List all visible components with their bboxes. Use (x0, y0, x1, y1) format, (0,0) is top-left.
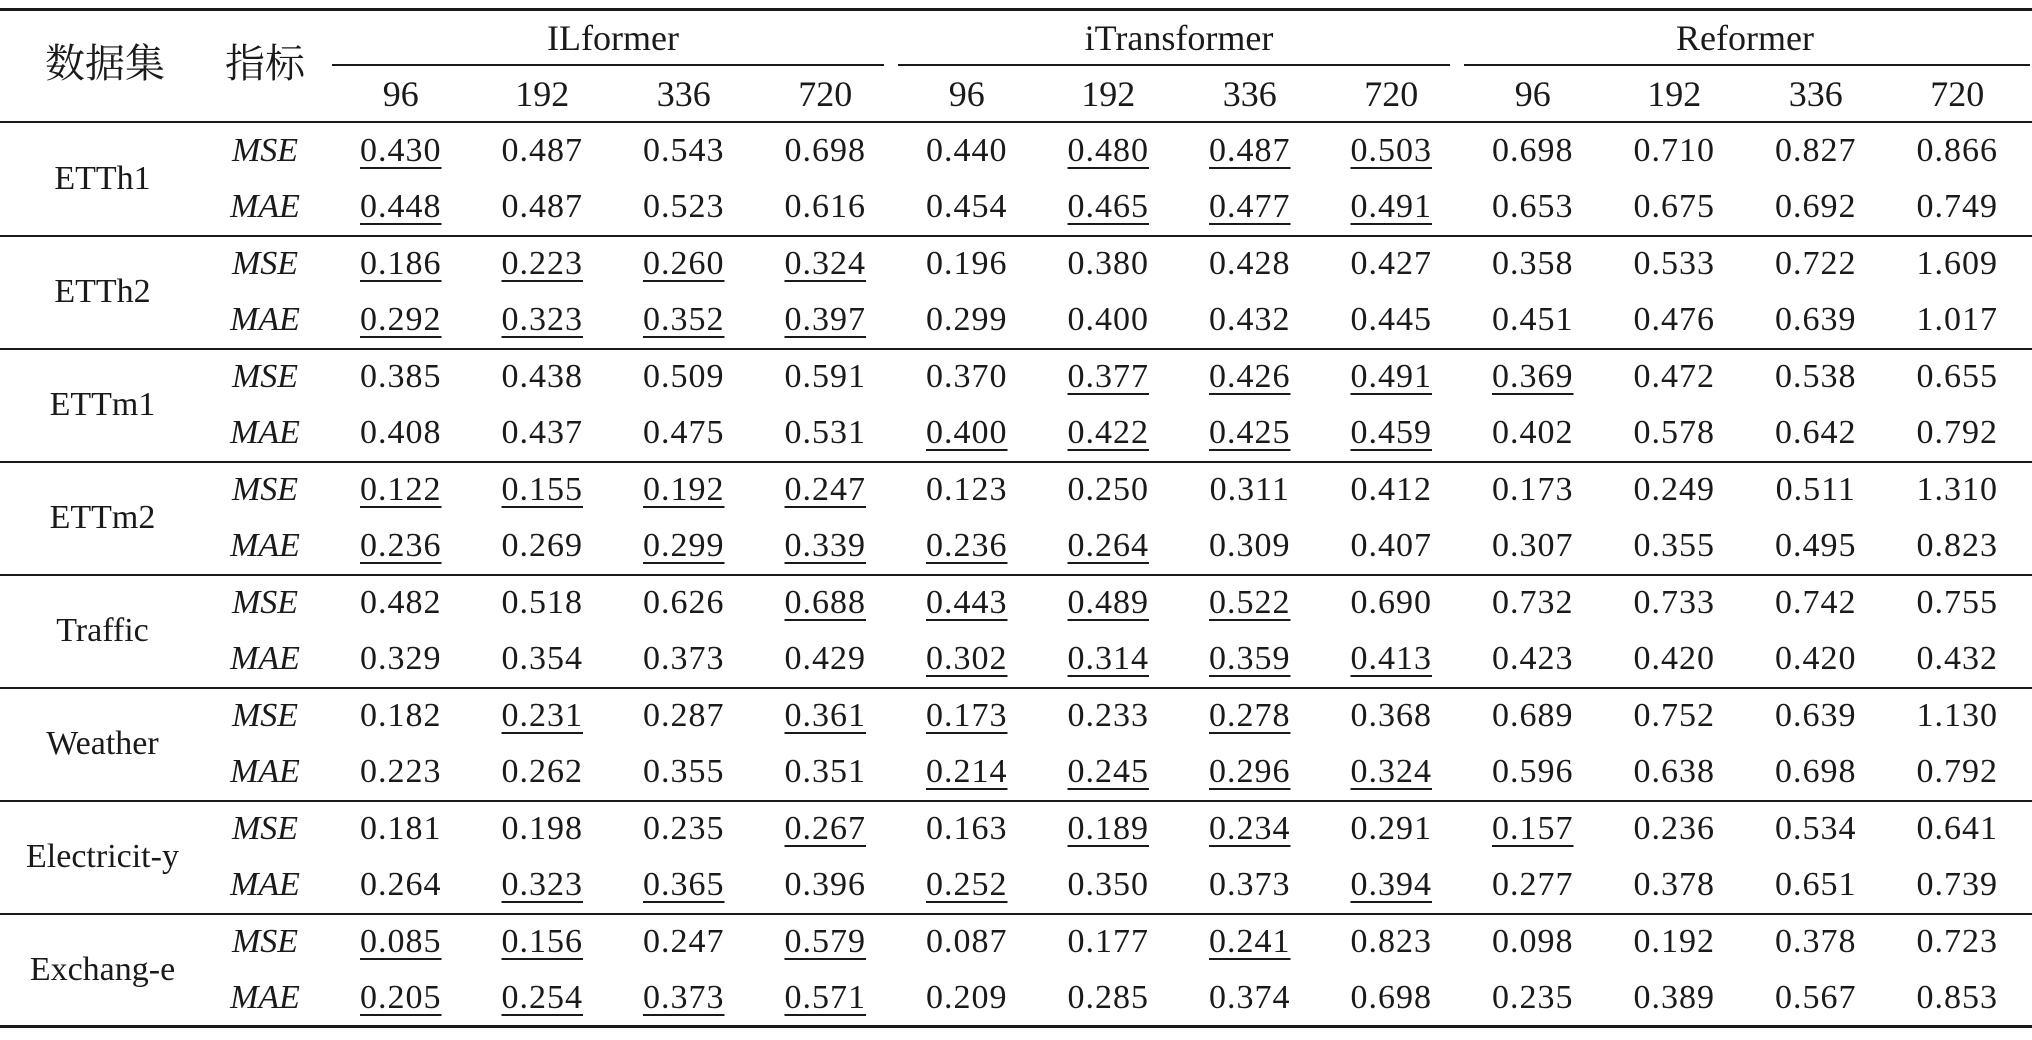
value-cell: 0.823 (1350, 923, 1432, 960)
value-cell: 0.292 (360, 301, 442, 338)
value-cell: 0.420 (1775, 640, 1857, 677)
metric-header: 指标 (225, 41, 305, 86)
value-cell: 0.355 (643, 753, 725, 790)
value-cell: 0.755 (1916, 584, 1998, 621)
horizon-header: 192 (515, 74, 570, 114)
value-cell: 0.732 (1492, 584, 1574, 621)
dataset-label: ETTh1 (54, 160, 151, 197)
value-cell: 0.688 (784, 584, 866, 621)
value-cell: 0.400 (1067, 301, 1149, 338)
metric-label: MSE (231, 132, 299, 169)
dataset-label: Electricit-y (26, 838, 179, 875)
value-cell: 0.196 (926, 245, 1008, 282)
value-cell: 0.491 (1350, 188, 1432, 225)
value-cell: 0.749 (1916, 188, 1998, 225)
value-cell: 0.742 (1775, 584, 1857, 621)
value-cell: 0.339 (784, 527, 866, 564)
value-cell: 0.440 (926, 132, 1008, 169)
dataset-label: Weather (46, 725, 159, 762)
value-cell: 0.480 (1067, 132, 1149, 169)
value-cell: 0.156 (501, 923, 583, 960)
value-cell: 0.511 (1775, 471, 1856, 508)
value-cell: 0.531 (784, 414, 866, 451)
value-cell: 0.422 (1067, 414, 1149, 451)
value-cell: 0.287 (643, 697, 725, 734)
value-cell: 0.723 (1916, 923, 1998, 960)
value-cell: 0.438 (501, 358, 583, 395)
value-cell: 0.543 (643, 132, 725, 169)
value-cell: 0.098 (1492, 923, 1574, 960)
value-cell: 0.396 (784, 866, 866, 903)
value-cell: 0.299 (643, 527, 725, 564)
value-cell: 0.792 (1916, 414, 1998, 451)
value-cell: 0.122 (360, 471, 442, 508)
value-cell: 0.350 (1067, 866, 1149, 903)
value-cell: 0.252 (926, 866, 1008, 903)
value-cell: 0.472 (1633, 358, 1715, 395)
value-cell: 0.427 (1350, 245, 1432, 282)
value-cell: 0.369 (1492, 358, 1574, 395)
value-cell: 0.296 (1209, 753, 1291, 790)
value-cell: 0.365 (643, 866, 725, 903)
dataset-label: ETTh2 (54, 273, 151, 310)
value-cell: 0.231 (501, 697, 583, 734)
value-cell: 0.278 (1209, 697, 1291, 734)
model-header-ilformer: ILformer (547, 18, 679, 58)
metric-label: MSE (231, 358, 299, 395)
metric-label: MAE (230, 866, 300, 903)
value-cell: 0.267 (784, 810, 866, 847)
value-cell: 0.307 (1492, 527, 1574, 564)
value-cell: 1.017 (1916, 301, 1998, 338)
value-cell: 0.432 (1209, 301, 1291, 338)
value-cell: 0.626 (643, 584, 725, 621)
metric-label: MSE (231, 245, 299, 282)
value-cell: 0.491 (1350, 358, 1432, 395)
value-cell: 0.233 (1067, 697, 1149, 734)
value-cell: 0.792 (1916, 753, 1998, 790)
value-cell: 0.432 (1916, 640, 1998, 677)
value-cell: 0.534 (1775, 810, 1857, 847)
value-cell: 0.465 (1067, 188, 1149, 225)
value-cell: 0.402 (1492, 414, 1574, 451)
value-cell: 0.324 (784, 245, 866, 282)
value-cell: 0.291 (1350, 810, 1432, 847)
value-cell: 0.285 (1067, 979, 1149, 1016)
value-cell: 0.482 (360, 584, 442, 621)
metric-label: MSE (231, 923, 299, 960)
value-cell: 0.567 (1775, 979, 1857, 1016)
value-cell: 0.234 (1209, 810, 1291, 847)
value-cell: 0.489 (1067, 584, 1149, 621)
value-cell: 0.429 (784, 640, 866, 677)
metric-label: MAE (230, 414, 300, 451)
value-cell: 0.827 (1775, 132, 1857, 169)
metric-label: MAE (230, 640, 300, 677)
value-cell: 0.277 (1492, 866, 1574, 903)
value-cell: 0.523 (643, 188, 725, 225)
value-cell: 0.428 (1209, 245, 1291, 282)
value-cell: 0.655 (1916, 358, 1998, 395)
value-cell: 0.329 (360, 640, 442, 677)
value-cell: 0.675 (1633, 188, 1715, 225)
value-cell: 0.476 (1633, 301, 1715, 338)
value-cell: 0.214 (926, 753, 1008, 790)
value-cell: 0.690 (1350, 584, 1432, 621)
value-cell: 0.198 (501, 810, 583, 847)
horizon-header: 192 (1081, 74, 1136, 114)
value-cell: 1.609 (1916, 245, 1998, 282)
value-cell: 0.249 (1633, 471, 1715, 508)
value-cell: 0.651 (1775, 866, 1857, 903)
value-cell: 0.182 (360, 697, 442, 734)
value-cell: 0.181 (360, 810, 442, 847)
value-cell: 0.186 (360, 245, 442, 282)
value-cell: 0.407 (1350, 527, 1432, 564)
value-cell: 0.085 (360, 923, 442, 960)
value-cell: 0.373 (643, 979, 725, 1016)
value-cell: 0.459 (1350, 414, 1432, 451)
dataset-label: ETTm2 (49, 499, 156, 536)
metric-label: MSE (231, 697, 299, 734)
value-cell: 0.454 (926, 188, 1008, 225)
value-cell: 0.578 (1633, 414, 1715, 451)
value-cell: 0.223 (360, 753, 442, 790)
value-cell: 0.223 (501, 245, 583, 282)
value-cell: 0.412 (1350, 471, 1432, 508)
value-cell: 0.269 (501, 527, 583, 564)
value-cell: 0.260 (643, 245, 725, 282)
metric-label: MAE (230, 188, 300, 225)
value-cell: 0.642 (1775, 414, 1857, 451)
horizon-header: 96 (948, 74, 985, 114)
value-cell: 0.358 (1492, 245, 1574, 282)
value-cell: 0.518 (501, 584, 583, 621)
value-cell: 0.157 (1492, 810, 1574, 847)
dataset-label: Exchang-e (29, 951, 176, 988)
value-cell: 0.487 (501, 132, 583, 169)
value-cell: 1.310 (1916, 471, 1998, 508)
value-cell: 0.192 (1633, 923, 1715, 960)
horizon-header: 336 (656, 74, 711, 114)
value-cell: 0.236 (360, 527, 442, 564)
value-cell: 0.163 (926, 810, 1008, 847)
value-cell: 0.400 (926, 414, 1008, 451)
value-cell: 0.487 (501, 188, 583, 225)
value-cell: 0.698 (1492, 132, 1574, 169)
value-cell: 0.394 (1350, 866, 1432, 903)
value-cell: 0.241 (1209, 923, 1291, 960)
value-cell: 0.739 (1916, 866, 1998, 903)
metric-label: MSE (231, 810, 299, 847)
model-header-itransformer: iTransformer (1084, 18, 1274, 58)
value-cell: 0.264 (1067, 527, 1149, 564)
value-cell: 0.445 (1350, 301, 1432, 338)
metric-label: MAE (230, 753, 300, 790)
value-cell: 0.430 (360, 132, 442, 169)
horizon-header: 192 (1647, 74, 1702, 114)
value-cell: 0.733 (1633, 584, 1715, 621)
bottom-rule (0, 1025, 2032, 1028)
value-cell: 0.538 (1775, 358, 1857, 395)
value-cell: 0.639 (1775, 301, 1857, 338)
value-cell: 0.596 (1492, 753, 1574, 790)
value-cell: 0.385 (360, 358, 442, 395)
value-cell: 0.254 (501, 979, 583, 1016)
value-cell: 0.368 (1350, 697, 1432, 734)
value-cell: 0.477 (1209, 188, 1291, 225)
metric-label: MAE (230, 527, 300, 564)
value-cell: 0.351 (784, 753, 866, 790)
value-cell: 0.314 (1067, 640, 1149, 677)
value-cell: 0.247 (643, 923, 725, 960)
value-cell: 0.323 (501, 301, 583, 338)
dataset-label: ETTm1 (49, 386, 156, 423)
metric-label: MAE (230, 301, 300, 338)
value-cell: 0.370 (926, 358, 1008, 395)
horizon-header: 336 (1788, 74, 1843, 114)
value-cell: 0.397 (784, 301, 866, 338)
value-cell: 0.451 (1492, 301, 1574, 338)
value-cell: 0.264 (360, 866, 442, 903)
value-cell: 0.309 (1209, 527, 1291, 564)
dataset-header: 数据集 (45, 41, 165, 86)
value-cell: 0.591 (784, 358, 866, 395)
value-cell: 0.866 (1916, 132, 1998, 169)
value-cell: 0.235 (1492, 979, 1574, 1016)
value-cell: 0.426 (1209, 358, 1291, 395)
value-cell: 0.722 (1775, 245, 1857, 282)
metric-label: MSE (231, 471, 299, 508)
metric-label: MSE (231, 584, 299, 621)
value-cell: 0.495 (1775, 527, 1857, 564)
value-cell: 0.192 (643, 471, 725, 508)
value-cell: 0.173 (1492, 471, 1574, 508)
value-cell: 0.250 (1067, 471, 1149, 508)
value-cell: 0.420 (1633, 640, 1715, 677)
value-cell: 0.641 (1916, 810, 1998, 847)
value-cell: 0.374 (1209, 979, 1291, 1016)
value-cell: 0.209 (926, 979, 1008, 1016)
horizon-header: 720 (1364, 74, 1419, 114)
value-cell: 0.571 (784, 979, 866, 1016)
value-cell: 0.299 (926, 301, 1008, 338)
value-cell: 0.302 (926, 640, 1008, 677)
metric-label: MAE (230, 979, 300, 1016)
value-cell: 0.354 (501, 640, 583, 677)
value-cell: 0.352 (643, 301, 725, 338)
value-cell: 0.123 (926, 471, 1008, 508)
value-cell: 0.413 (1350, 640, 1432, 677)
model-header-reformer: Reformer (1676, 18, 1814, 58)
value-cell: 0.389 (1633, 979, 1715, 1016)
value-cell: 0.323 (501, 866, 583, 903)
value-cell: 0.443 (926, 584, 1008, 621)
value-cell: 0.378 (1775, 923, 1857, 960)
value-cell: 0.373 (643, 640, 725, 677)
value-cell: 0.752 (1633, 697, 1715, 734)
dataset-label: Traffic (56, 612, 149, 649)
value-cell: 0.262 (501, 753, 583, 790)
value-cell: 0.373 (1209, 866, 1291, 903)
value-cell: 0.448 (360, 188, 442, 225)
value-cell: 0.324 (1350, 753, 1432, 790)
value-cell: 0.236 (926, 527, 1008, 564)
value-cell: 0.378 (1633, 866, 1715, 903)
value-cell: 0.245 (1067, 753, 1149, 790)
value-cell: 0.235 (643, 810, 725, 847)
value-cell: 0.692 (1775, 188, 1857, 225)
value-cell: 0.173 (926, 697, 1008, 734)
value-cell: 0.205 (360, 979, 442, 1016)
value-cell: 0.533 (1633, 245, 1715, 282)
value-cell: 0.425 (1209, 414, 1291, 451)
value-cell: 0.423 (1492, 640, 1574, 677)
horizon-header: 96 (1514, 74, 1551, 114)
value-cell: 0.689 (1492, 697, 1574, 734)
value-cell: 0.377 (1067, 358, 1149, 395)
value-cell: 0.475 (643, 414, 725, 451)
value-cell: 0.408 (360, 414, 442, 451)
value-cell: 0.355 (1633, 527, 1715, 564)
value-cell: 0.698 (784, 132, 866, 169)
value-cell: 0.361 (784, 697, 866, 734)
value-cell: 0.853 (1916, 979, 1998, 1016)
value-cell: 0.155 (501, 471, 583, 508)
value-cell: 0.698 (1775, 753, 1857, 790)
value-cell: 0.487 (1209, 132, 1291, 169)
value-cell: 0.710 (1633, 132, 1715, 169)
value-cell: 0.311 (1209, 471, 1290, 508)
value-cell: 0.359 (1209, 640, 1291, 677)
value-cell: 0.087 (926, 923, 1008, 960)
value-cell: 0.616 (784, 188, 866, 225)
value-cell: 0.579 (784, 923, 866, 960)
value-cell: 0.639 (1775, 697, 1857, 734)
value-cell: 0.638 (1633, 753, 1715, 790)
horizon-header: 96 (382, 74, 419, 114)
value-cell: 0.236 (1633, 810, 1715, 847)
value-cell: 0.522 (1209, 584, 1291, 621)
value-cell: 0.380 (1067, 245, 1149, 282)
value-cell: 0.247 (784, 471, 866, 508)
value-cell: 0.653 (1492, 188, 1574, 225)
value-cell: 0.189 (1067, 810, 1149, 847)
value-cell: 0.823 (1916, 527, 1998, 564)
value-cell: 0.177 (1067, 923, 1149, 960)
value-cell: 0.437 (501, 414, 583, 451)
horizon-header: 720 (1930, 74, 1985, 114)
horizon-header: 720 (798, 74, 853, 114)
value-cell: 0.698 (1350, 979, 1432, 1016)
value-cell: 0.509 (643, 358, 725, 395)
value-cell: 1.130 (1916, 697, 1998, 734)
value-cell: 0.503 (1350, 132, 1432, 169)
horizon-header: 336 (1222, 74, 1277, 114)
